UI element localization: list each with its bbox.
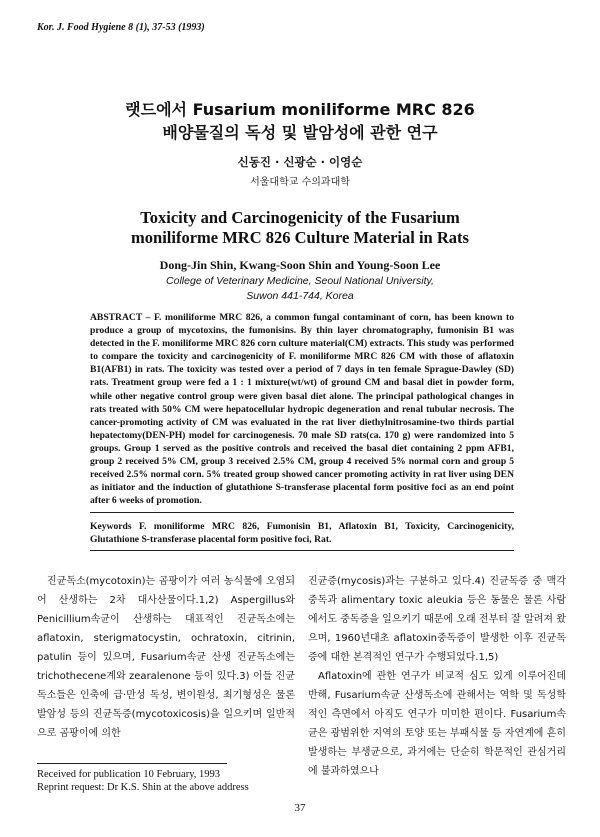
english-authors: Dong-Jin Shin, Kwang-Soon Shin and Young-Soon Lee <box>159 258 441 272</box>
divider-top <box>90 512 514 513</box>
english-title-line-2: moniliforme MRC 826 Culture Material in Rats <box>131 228 469 247</box>
english-affiliation-line-2: Suwon 441-744, Korea <box>246 290 354 302</box>
reprint-request: Reprint request: Dr K.S. Shin at the above address <box>37 782 249 793</box>
page-number: 37 <box>294 802 306 814</box>
english-affiliation-line-1: College of Veterinary Medicine, Seoul National University, <box>166 275 434 287</box>
korean-title-line-2: 배양물질의 독성 및 발암성에 관한 연구 <box>162 123 438 142</box>
received-date: Received for publication 10 February, 1993 <box>37 769 221 780</box>
korean-authors: 신동진 · 신광순 · 이영순 <box>237 155 363 169</box>
keywords: Keywords F. moniliforme MRC 826, Fumonisin B1, Aflatoxin B1, Toxicity, Carcinogenicity, Glutathione S-transferase placental form positive foci, Rat. <box>90 521 514 545</box>
body-right-column <box>308 572 566 781</box>
body-right-paragraph-2: Aflatoxin에 관한 연구가 비교적 심도 있게 이루어진데 반해, Fusarium속균 산생독소에 관해서는 역학 및 독성학적인 측면에서 아직도 연구가 미미한 편이다. Fusarium속균은 광범위한 지역의 토양 또는 부패식물 등 자연계에 흔히 발생하는 부생균으로, 과거에는 단순히 학문적인 관심거리에 불과하였으나 <box>308 671 566 777</box>
footnote-rule <box>37 763 227 764</box>
body-left-paragraph: 진균독소(mycotoxin)는 곰팡이가 여러 농식물에 오염되어 산생하는 2차 대사산물이다.1,2) Aspergillus와 Penicillium속균이 산생하는 대표적인 진균독소에는 aflatoxin, sterigmatocystin, ochratoxin, citrinin, patulin 등이 있으며, Fusarium속균 산생 진균독소에는 trichothecene계와 zearalenone 등이 있다.3) 이들 진균독소들은 인축에 급·만성 독성, 변이원성, 최기형성은 물론 발암성 등의 진균독증(mycotoxicosis)을 일으키며 일반적으로 곰팡이에 의한 <box>37 576 295 739</box>
abstract: ABSTRACT – F. moniliforme MRC 826, a common fungal contaminant of corn, has been known to produce a group of mycotoxins, the fumonisins. By thin layer chromatography, fumonisin B1 was detected in the F. moniliforme MRC 826 corn culture material(CM) extracts. This study was performed to compare the toxicity and carcinogenicity of F. moniliforme MRC 826 CM with those of aflatoxin B1(AFB1) in rats. The toxicity was tested over a period of 7 days in ten female Sprague-Dawley (SD) rats. Treatment group were fed a 1 : 1 mixture(wt/wt) of ground CM and basal diet in powder form, while other negative control group were given basal diet alone. The principal pathological changes in rats treated with 50% CM were hepatocellular hydropic degeneration and renal tubular necrosis. The cancer-promoting activity of CM was evaluated in the rat liver diethylnitrosamine-two thirds partial hepatectomy(DEN-PH) model for carcinogenesis. 70 male SD rats(ca. 170 g) were randomized into 5 groups. Group 1 served as the positive controls and received the basal diet containing 2 ppm AFB1, group 2 received 5% CM, group 3 received 2.5% CM, group 4 received 5% normal corn and group 5 received 2.5% normal corn. 5% treated group showed cancer promoting activity in rat liver using DEN as initiator and the induction of glutathione S-transferase placental form positive foci as an end point after 6 weeks of promotion. <box>90 312 514 507</box>
body-right-paragraph-1: 진균증(mycosis)과는 구분하고 있다.4) 진균독증 중 맥각중독과 alimentary toxic aleukia 등은 동물은 물론 사람에서도 중독증을 일으키기 때문에 오래 전부터 잘 알려져 왔으며, 1960년대초 aflatoxin중독증이 발생한 이후 진균독증에 대한 본격적인 연구가 수행되었다.1,5) <box>308 576 566 663</box>
korean-title-line-1: 랫드에서 Fusarium moniliforme MRC 826 <box>125 100 475 119</box>
body-left-column <box>37 572 295 743</box>
journal-citation: Kor. J. Food Hygiene 8 (1), 37-53 (1993) <box>37 22 205 33</box>
english-title-line-1: Toxicity and Carcinogenicity of the Fusarium <box>140 208 460 227</box>
korean-affiliation: 서울대학교 수의과대학 <box>250 177 350 188</box>
divider-bottom <box>90 550 514 551</box>
